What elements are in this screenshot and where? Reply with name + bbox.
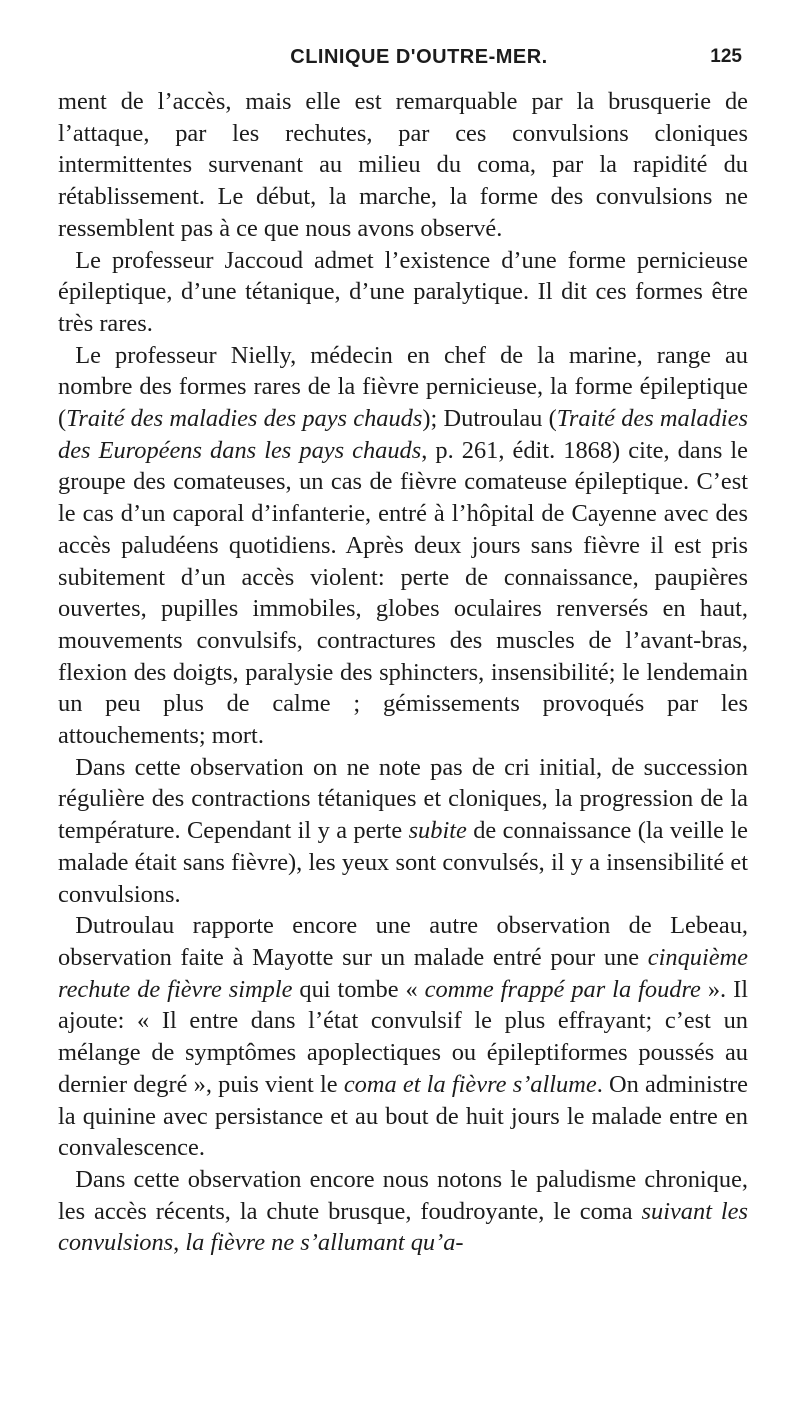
page-header — [96, 46, 742, 82]
italic-text: coma et la fièvre s’allume — [343, 1070, 597, 1098]
text-run: Dans cette observation on ne note pas de cri initial, de succession régulière des contractions tétaniques et cloniques, la progression de la température. Cependant il y a perte — [58, 753, 748, 845]
text-run: de connaissance (la veille le malade était sans fièvre), les yeux sont convulsés, il y a insensibilité et convulsions. — [58, 817, 748, 908]
running-title: CLINIQUE D'OUTRE-MER. — [290, 46, 548, 68]
text-run: ment de l’accès, mais elle est remarquable par la brusquerie de l’attaque, par les rechutes, par ces convulsions cloniques intermittentes survenant au milieu du coma, par la rapidité du rétablissement. Le début, la marche, la forme des convulsions ne ressemblent pas à ce que nous avons observé. — [58, 88, 748, 242]
paragraph — [58, 86, 748, 245]
page-number: 125 — [710, 46, 742, 67]
italic-text: comme frappé par la foudre — [424, 975, 701, 1003]
paragraph — [58, 245, 748, 340]
text-run: , p. 261, édit. 1868) cite, dans le groupe des comateuses, un cas de fièvre comateuse épileptique. C’est le cas d’un caporal d’infanterie, entré à l’hôpital de Cayenne avec des accès paludéens quotidiens. Après deux jours sans fièvre il est pris subitement d’un accès violent: perte de connaissance, paupières ouvertes, pupilles immobiles, globes oculaires renversés en haut, mouvements convulsifs, contractures des muscles de l’avant-bras, flexion des doigts, paralysie des sphincters, insensibilité; le lendemain un peu plus de calme ; gémissements provoqués par les attouchements; mort. — [58, 436, 748, 750]
italic-text: cinquième rechute de fièvre simple — [58, 943, 748, 1003]
paragraph — [58, 1164, 748, 1259]
text-run: Dans cette observation encore nous notons le paludisme chronique, les accès récents, la chute brusque, foudroyante, le coma — [58, 1165, 748, 1225]
italic-text: subite — [408, 817, 467, 845]
italic-text: Traité des maladies des pays chauds — [66, 405, 423, 433]
paragraph — [58, 340, 748, 752]
text-run: ». Il ajoute: « Il entre dans l’état convulsif le plus effrayant; c’est un mélange de symptômes apoplectiques ou épileptiformes poussés au dernier degré », puis vient le — [58, 975, 749, 1098]
italic-text: Traité des maladies des Européens dans les pays chauds — [58, 405, 748, 464]
text-run: , — [173, 1229, 186, 1257]
italic-text: la fièvre ne s’allumant qu’a- — [185, 1229, 464, 1257]
text-run: Le professeur Jaccoud admet l’existence d’une forme pernicieuse épileptique, d’une tétanique, d’une paralytique. Il dit ces formes être très rares. — [58, 246, 748, 337]
italic-text: suivant les convulsions — [58, 1197, 748, 1257]
text-run: ); Dutroulau ( — [422, 405, 557, 433]
paragraph — [58, 752, 748, 911]
text-run: . On administre la quinine avec persistance et au bout de huit jours le malade entre en convalescence. — [58, 1070, 748, 1162]
text-run: Dutroulau rapporte encore une autre observation de Lebeau, observation faite à Mayotte sur un malade entré pour une — [58, 912, 748, 971]
text-run: qui tombe « — [292, 975, 425, 1003]
body-text — [58, 86, 748, 1259]
text-run: Le professeur Nielly, médecin en chef de la marine, range au nombre des formes rares de la fièvre pernicieuse, la forme épileptique ( — [58, 341, 748, 433]
paragraph — [58, 910, 748, 1164]
